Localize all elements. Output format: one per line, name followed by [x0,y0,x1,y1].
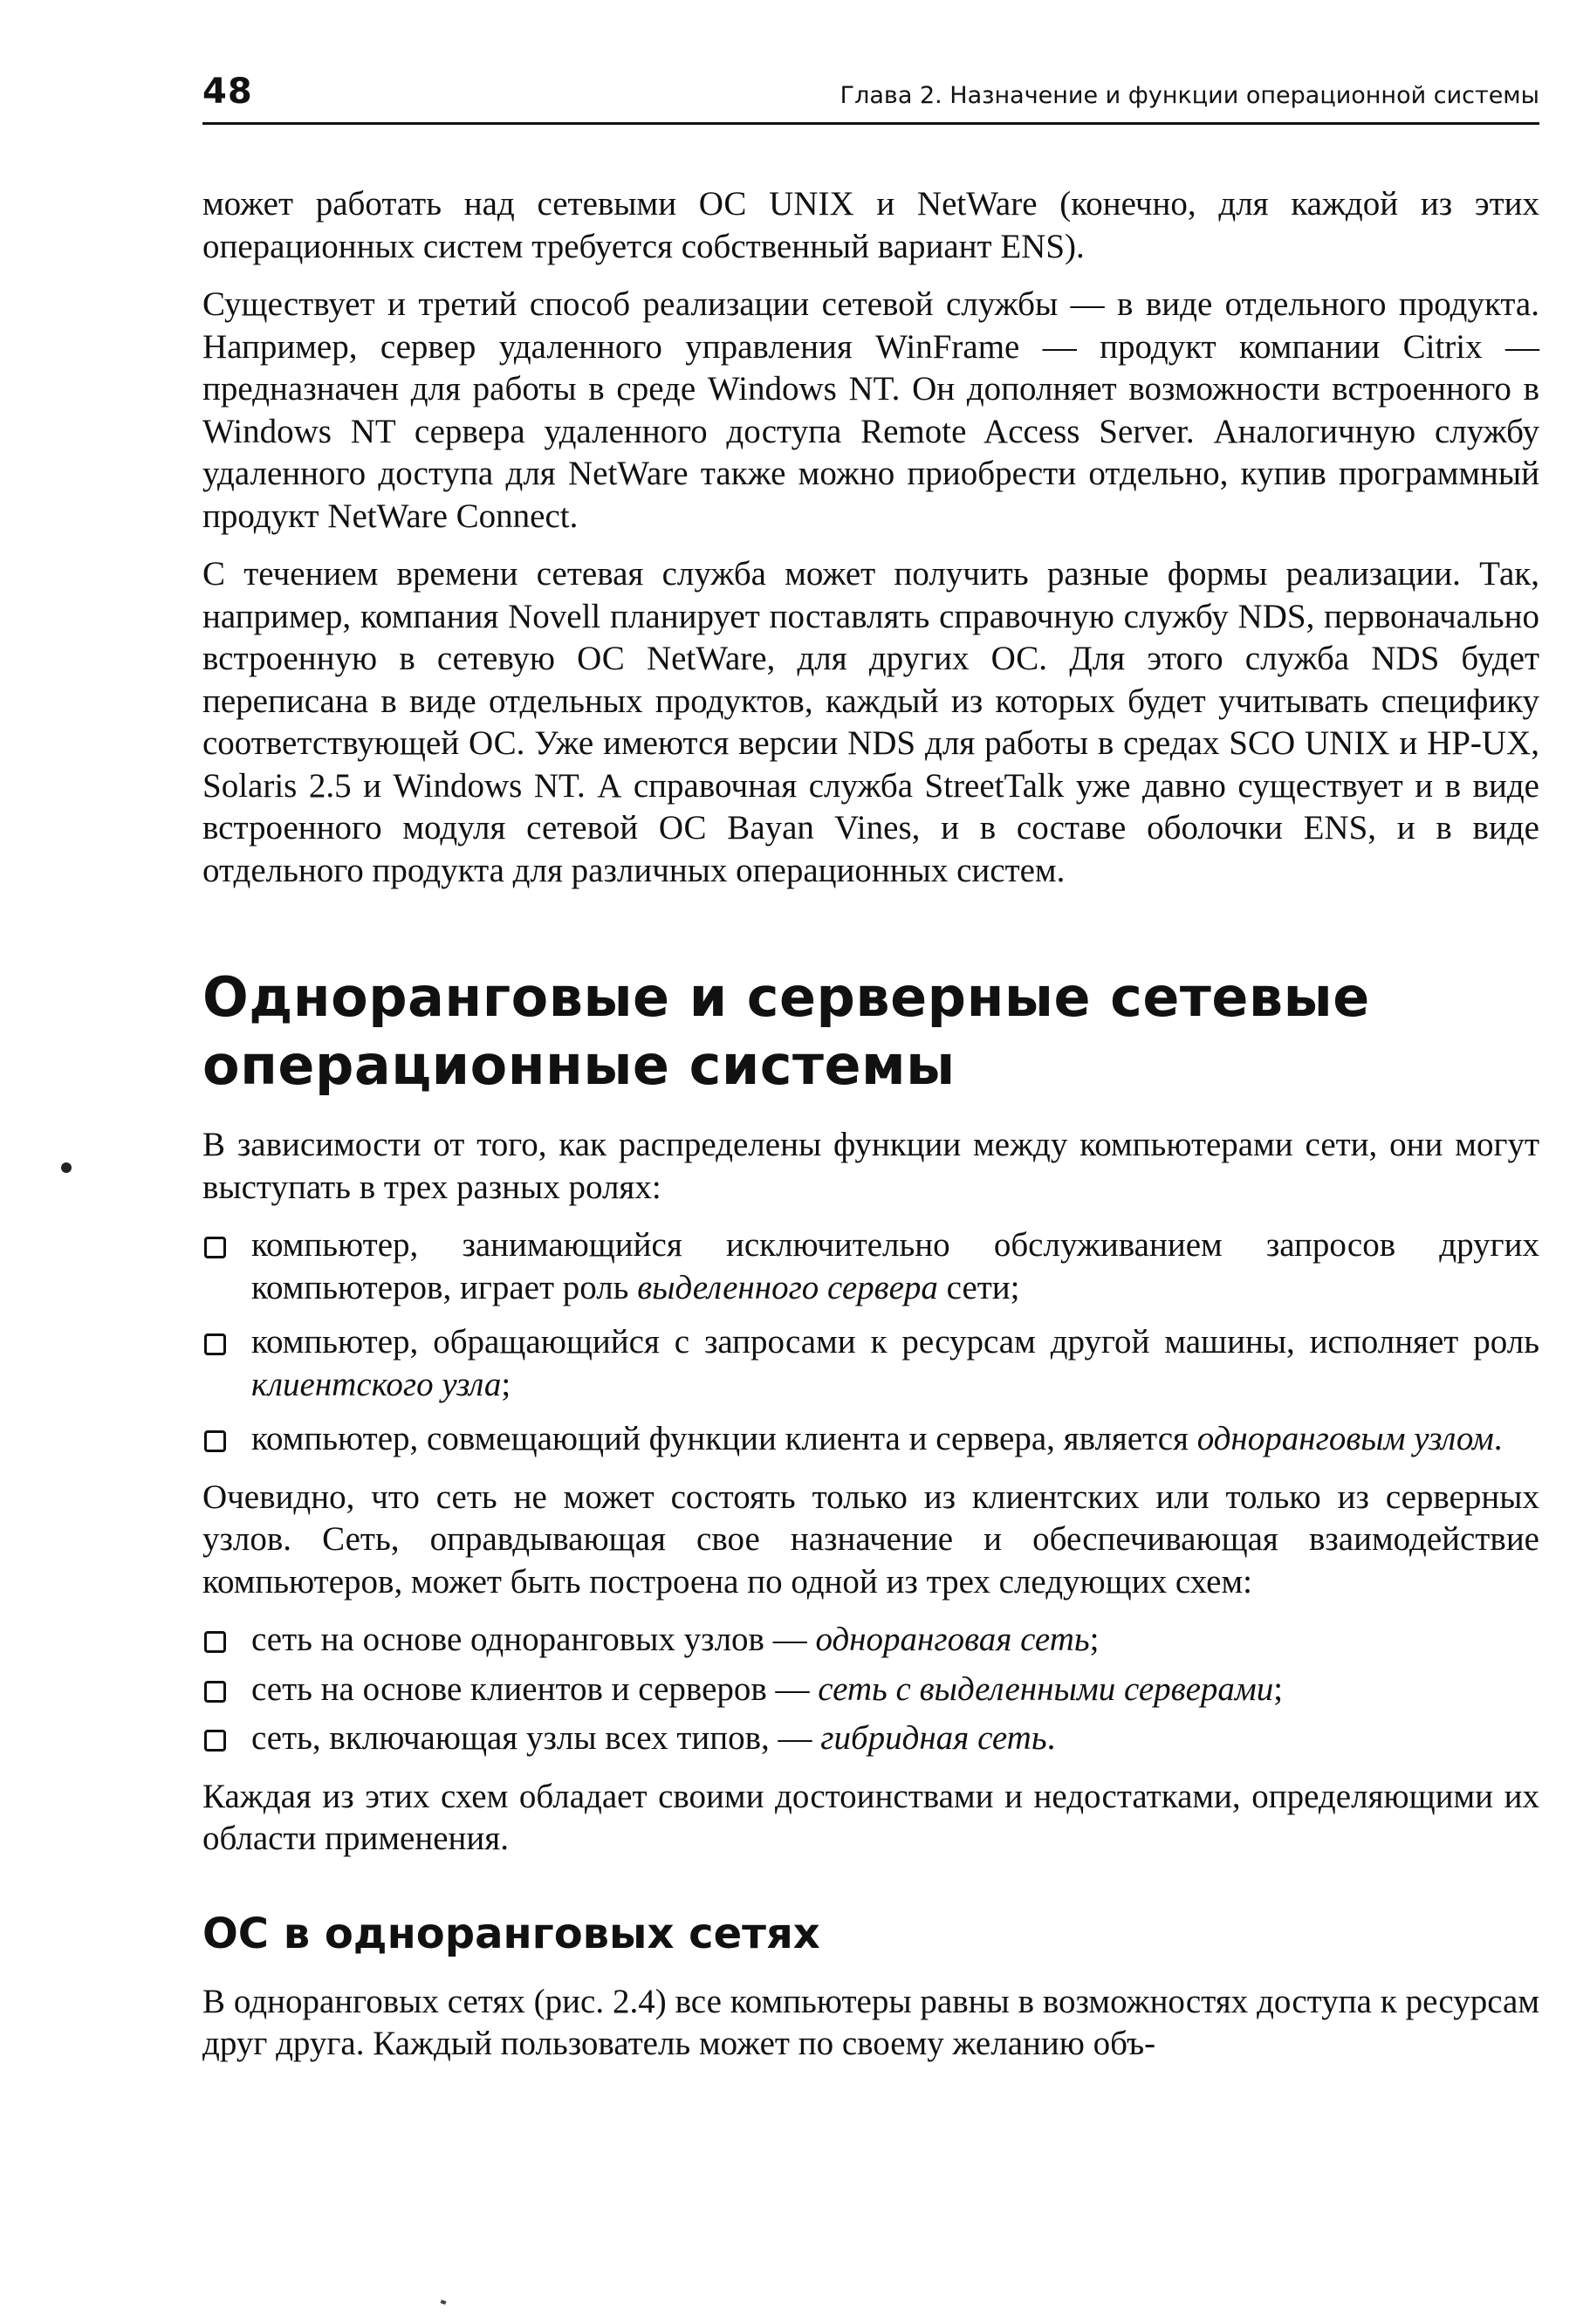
header-rule [202,122,1539,125]
roles-list [202,1224,1539,1461]
term: гибридная сеть [820,1719,1047,1757]
list-item: сеть, включающая узлы всех типов, — гибридная сеть. [202,1717,1539,1760]
list-item: сеть на основе одноранговых узлов — одноранговая сеть; [202,1619,1539,1662]
paragraph: С течением времени сетевая служба может получить разные формы реализации. Так, например, компания Novell планирует поставлять справочную службу NDS, первоначально встроенную в сетевую ОС NetWare, для других ОС. Для этого служба NDS будет переписана в виде отдельных продуктов, каждый из которых будет учитывать специфику соответствующей ОС. Уже имеются версии NDS для работы в средах SCO UNIX и HP-UX, Solaris 2.5 и Windows NT. А справочная служба StreetTalk уже давно существует и в виде встроенного модуля сетевой ОС Bayan Vines, и в составе оболочки ENS, и в виде отдельного продукта для различных операционных систем. [202,555,1539,889]
list-item: компьютер, занимающийся исключительно обслуживанием запросов других компьютеров, играет роль выделенного сервера сети; [202,1224,1539,1309]
term: одноранговая сеть [815,1621,1090,1658]
checkbox-bullet-icon [204,1333,226,1355]
section-heading: Одноранговые и серверные сетевые операционные системы [202,965,1370,1097]
list-item: сеть на основе клиентов и серверов — сеть с выделенными серверами; [202,1669,1539,1711]
margin-dot [61,1162,72,1173]
term: клиентского узла [251,1365,502,1403]
scan-speck [440,2300,446,2305]
paragraph: Существует и третий способ реализации сетевой службы — в виде отдельного продукта. Например, сервер удаленного управления WinFrame — продукт компании Citrix — предназначен для работы в среде Windows NT. Он дополняет возможности встроенного в Windows NT сервера удаленного доступа Remote Access Server. Аналогичную службу удаленного доступа для NetWare также можно приобрести отдельно, купив программный продукт NetWare Connect. [202,285,1539,535]
paragraph: В одноранговых сетях (рис. 2.4) все компьютеры равны в возможностях доступа к ресурсам друг друга. Каждый пользователь может по своему желанию объ- [202,1982,1539,2062]
checkbox-bullet-icon [204,1730,226,1752]
paragraph: Очевидно, что сеть не может состоять только из клиентских или только из серверных узлов. Сеть, оправдывающая свое назначение и обеспечивающая взаимодействие компьютеров, может быть построена по одной из трех следующих схем: [202,1477,1539,1601]
term: сеть с выделенными серверами [818,1669,1274,1708]
running-title: Глава 2. Назначение и функции операционной системы [840,82,1539,109]
term: одноранговым узлом [1196,1420,1494,1457]
section-intro: В зависимости от того, как распределены функции между компьютерами сети, они могут выступать в трех разных ролях: [202,1126,1539,1206]
paragraph: Каждая из этих схем обладает своими достоинствами и недостатками, определяющими их области применения. [202,1777,1539,1857]
checkbox-bullet-icon [204,1430,226,1452]
subsection-heading: ОС в одноранговых сетях [202,1909,820,1958]
term: выделенного сервера [637,1268,938,1306]
page-header [202,70,1539,122]
list-item: компьютер, совмещающий функции клиента и сервера, является одноранговым узлом. [202,1418,1539,1461]
checkbox-bullet-icon [204,1237,226,1258]
page-number: 48 [202,72,253,112]
list-item: компьютер, обращающийся с запросами к ресурсам другой машины, исполняет роль клиентского узла; [202,1321,1539,1406]
checkbox-bullet-icon [204,1681,226,1703]
paragraph: может работать над сетевыми ОС UNIX и NetWare (конечно, для каждой из этих операционных систем требуется собственный вариант ENS). [202,185,1539,265]
schemes-list [202,1619,1539,1760]
checkbox-bullet-icon [204,1631,226,1653]
page-body [202,183,1539,2066]
